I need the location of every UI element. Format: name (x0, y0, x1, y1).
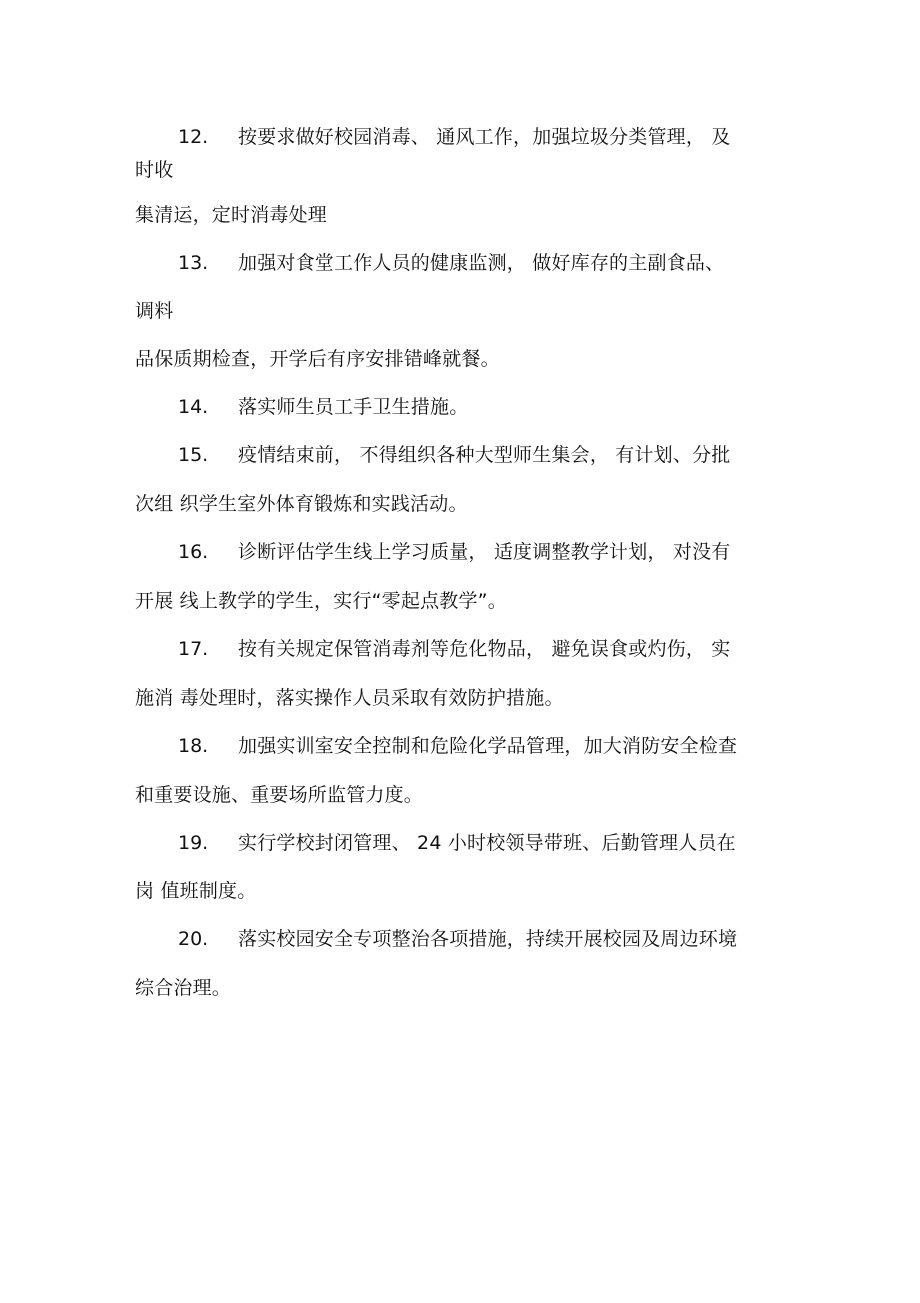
item-number: 19. (178, 832, 209, 854)
item-text: 加强对食堂工作人员的健康监测， 做好库存的主副食品、 (238, 252, 725, 274)
item-text-continued: 调料 (135, 300, 174, 322)
item-text: 按有关规定保管消毒剂等危化物品， 避免误食或灼伤， 实 (238, 638, 731, 660)
item-text: 诊断评估学生线上学习质量， 适度调整教学计划， 对没有 (238, 541, 731, 563)
item-number: 18. (178, 735, 209, 757)
item-number: 14. (178, 396, 209, 418)
item-text-continued: 施消 毒处理时，落实操作人员采取有效防护措施。 (135, 687, 564, 709)
item-text: 落实校园安全专项整治各项措施，持续开展校园及周边环境 (238, 928, 738, 950)
item-text-continued: 和重要设施、重要场所监管力度。 (135, 784, 424, 806)
item-text-continued: 岗 值班制度。 (135, 880, 257, 902)
item-number: 15. (178, 444, 209, 466)
item-text: 按要求做好校园消毒、 通风工作，加强垃圾分类管理， 及 (238, 126, 731, 148)
item-text-continued: 品保质期检查，开学后有序安排错峰就餐。 (135, 348, 500, 370)
item-text-continued: 开展 线上教学的学生，实行“零起点教学”。 (135, 590, 507, 612)
item-number: 13. (178, 252, 209, 274)
item-number: 17. (178, 638, 209, 660)
item-number: 12. (178, 126, 209, 148)
item-text-continued: 集清运，定时消毒处理 (135, 204, 328, 226)
item-text: 加强实训室安全控制和危险化学品管理，加大消防安全检查 (238, 735, 738, 757)
item-text-continued: 时收 (135, 159, 174, 181)
item-number: 20. (178, 928, 209, 950)
item-text: 疫情结束前， 不得组织各种大型师生集会， 有计划、分批 (238, 444, 731, 466)
item-text: 落实师生员工手卫生措施。 (238, 396, 469, 418)
item-text: 实行学校封闭管理、 24 小时校领导带班、后勤管理人员在 (238, 832, 736, 854)
item-text-continued: 次组 织学生室外体育锻炼和实践活动。 (135, 493, 468, 515)
item-number: 16. (178, 541, 209, 563)
item-text-continued: 综合治理。 (135, 977, 232, 999)
